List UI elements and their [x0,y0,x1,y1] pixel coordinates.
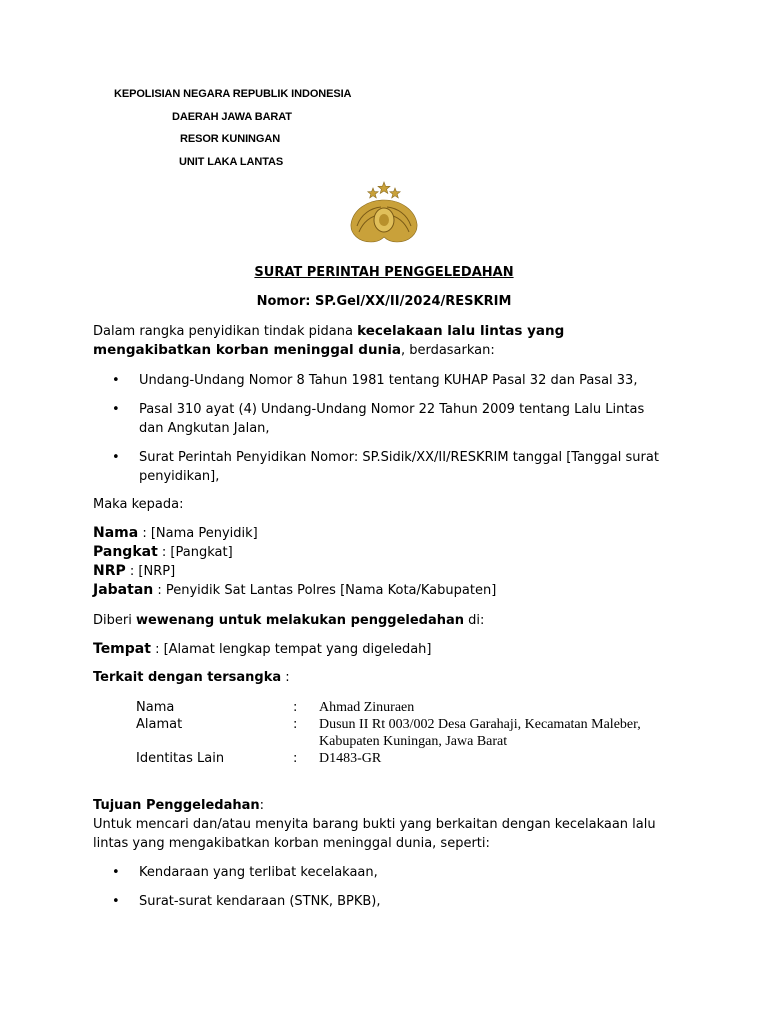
field-label: Pangkat [93,544,158,560]
bullet-icon: • [112,450,120,465]
diberi-text: Diberi [93,613,136,628]
suspect-colon: : [293,700,298,715]
diberi-post-text: di: [464,613,485,628]
intro-paragraph [93,322,683,360]
field-label: Tempat [93,641,151,657]
evidence-text: Kendaraan yang terlibat kecelakaan, [139,865,378,880]
intro-post-text: , berdasarkan: [400,343,495,358]
officer-jabatan [93,581,683,600]
tempat-line [93,640,683,659]
diberi-paragraph [93,611,683,630]
suspect-key: Nama [136,700,175,715]
bullet-icon: • [112,402,120,417]
terkait-line [93,668,683,687]
officer-nama [93,524,683,543]
bullet-icon: • [112,865,120,880]
evidence-text: Surat-surat kendaraan (STNK, BPKB), [139,894,381,909]
field-value: : [NRP] [125,564,176,579]
basis-text: Undang-Undang Nomor 8 Tahun 1981 tentang KUHAP Pasal 32 dan Pasal 33, [139,373,638,388]
tujuan-heading [93,796,683,815]
officer-pangkat [93,543,683,562]
field-label: NRP [93,563,126,579]
field-value: : [Alamat lengkap tempat yang digeledah] [150,642,432,657]
suspect-colon: : [293,717,298,732]
header-resort: RESOR KUNINGAN [180,133,281,145]
maka-kepada: Maka kepada: [93,497,184,512]
suspect-value: D1483-GR [319,751,382,766]
field-value: : [Nama Penyidik] [138,526,258,541]
field-label: Nama [93,525,139,541]
document-title: SURAT PERINTAH PENGGELEDAHAN [254,265,514,280]
field-label: Terkait dengan tersangka [93,670,282,685]
basis-text: Pasal 310 ayat (4) Undang-Undang Nomor 22 Tahun 2009 tentang Lalu Lintas dan Angkutan Jalan, [139,402,645,436]
suspect-value: Ahmad Zinuraen [319,700,415,715]
document-number: Nomor: SP.Gel/XX/II/2024/RESKRIM [256,294,512,309]
header-institution: KEPOLISIAN NEGARA REPUBLIK INDONESIA [114,88,352,100]
suspect-key: Alamat [136,717,183,732]
header-unit: UNIT LAKA LANTAS [179,156,284,168]
field-label: Jabatan [93,582,154,598]
field-value: : [Pangkat] [157,545,233,560]
header-region: DAERAH JAWA BARAT [172,111,292,123]
diberi-bold-text: wewenang untuk melakukan penggeledahan [135,613,465,628]
field-label: Tujuan Penggeledahan [93,798,260,813]
suspect-value: Dusun II Rt 003/002 Desa Garahaji, Kecamatan Maleber, Kabupaten Kuningan, Jawa Barat [319,717,641,749]
bullet-icon: • [112,373,120,388]
intro-text: Dalam rangka penyidikan tindak pidana [93,324,358,339]
field-value: : Penyidik Sat Lantas Polres [Nama Kota/Kabupaten] [153,583,497,598]
police-emblem-icon [345,180,423,248]
suspect-colon: : [293,751,298,766]
tujuan-paragraph: Untuk mencari dan/atau menyita barang bukti yang berkaitan dengan kecelakaan lalu lintas yang mengakibatkan korban meninggal dunia, seperti: [93,817,656,851]
suspect-key: Identitas Lain [136,751,225,766]
field-value: : [281,670,290,685]
field-value: : [259,798,265,813]
bullet-icon: • [112,894,120,909]
officer-nrp [93,562,683,581]
intro-bold-text: kecelakaan lalu lintas yang mengakibatkan korban meninggal dunia [93,323,565,358]
basis-text: Surat Perintah Penyidikan Nomor: SP.Sidik/XX/II/RESKRIM tanggal [Tanggal surat penyidikan], [139,450,659,484]
